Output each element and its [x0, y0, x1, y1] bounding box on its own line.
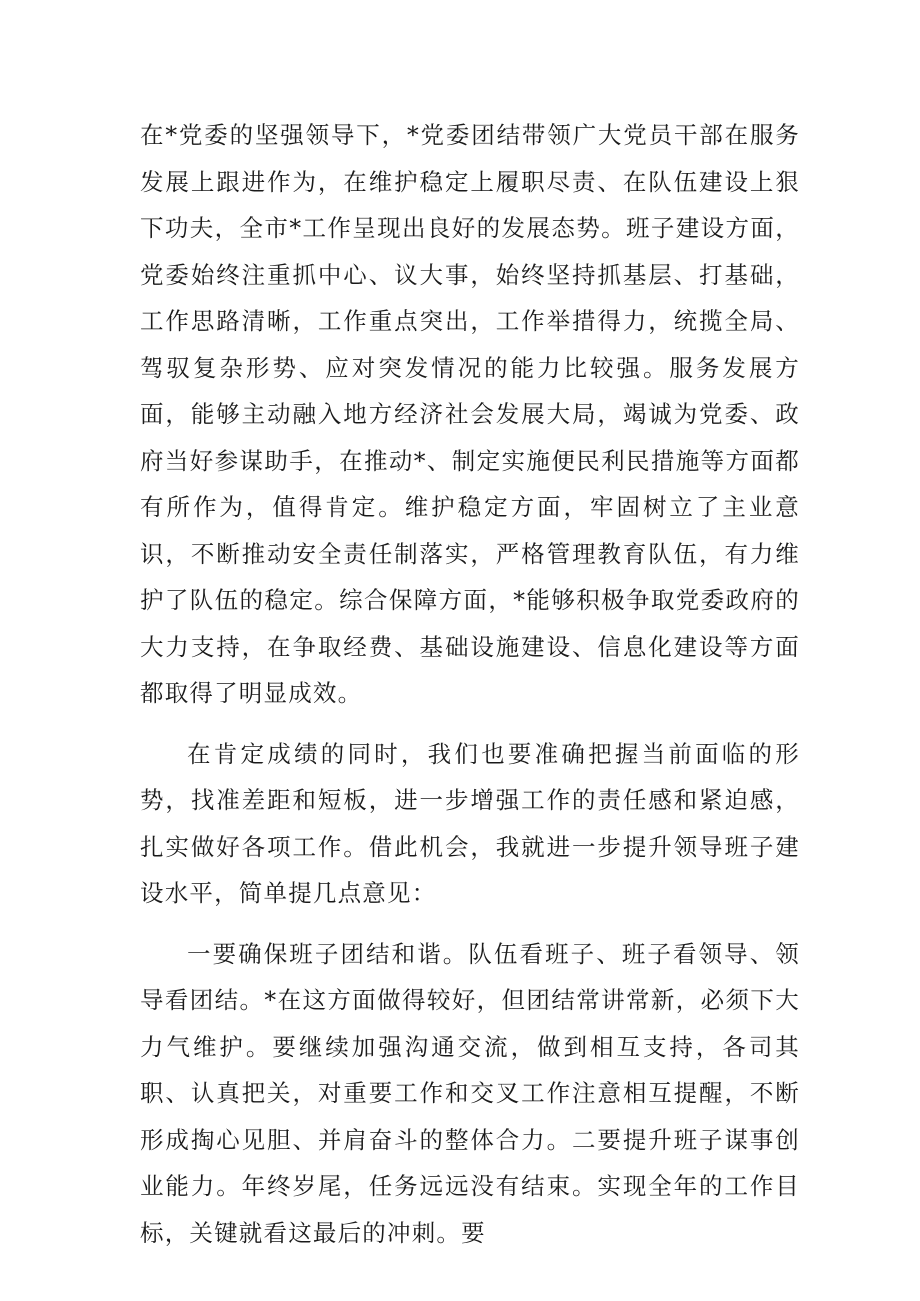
paragraph-transition: 在肯定成绩的同时，我们也要准确把握当前面临的形势，找准差距和短板，进一步增强工作的责任感和紧迫感，扎实做好各项工作。借此机会，我就进一步提升领导班子建设水平，简单提几点意见： [140, 739, 800, 907]
paragraph-achievements: 在*党委的坚强领导下，*党委团结带领广大党员干部在服务发展上跟进作为，在维护稳定上履职尽责、在队伍建设上狠下功夫，全市*工作呈现出良好的发展态势。班子建设方面，党委始终注重抓中心、议大事，始终坚持抓基层、打基础，工作思路清晰，工作重点突出，工作举措得力，统揽全局、驾驭复杂形势、应对突发情况的能力比较强。服务发展方面，能够主动融入地方经济社会发展大局，竭诚为党委、政府当好参谋助手，在推动*、制定实施便民利民措施等方面都有所作为，值得肯定。维护稳定方面，牢固树立了主业意识，不断推动安全责任制落实，严格管理教育队伍，有力维护了队伍的稳定。综合保障方面，*能够积极争取党委政府的大力支持，在争取经费、基础设施建设、信息化建设等方面都取得了明显成效。 [140, 121, 800, 707]
paragraph-opinions: 一要确保班子团结和谐。队伍看班子、班子看领导、领导看团结。*在这方面做得较好，但团结常讲常新，必须下大力气维护。要继续加强沟通交流，做到相互支持，各司其职、认真把关，对重要工作和交叉工作注意相互提醒，不断形成掏心见胆、并肩奋斗的整体合力。二要提升班子谋事创业能力。年终岁尾，任务远远没有结束。实现全年的工作目标，关键就看这最后的冲刺。要 [140, 939, 800, 1247]
document-body [140, 112, 800, 1256]
